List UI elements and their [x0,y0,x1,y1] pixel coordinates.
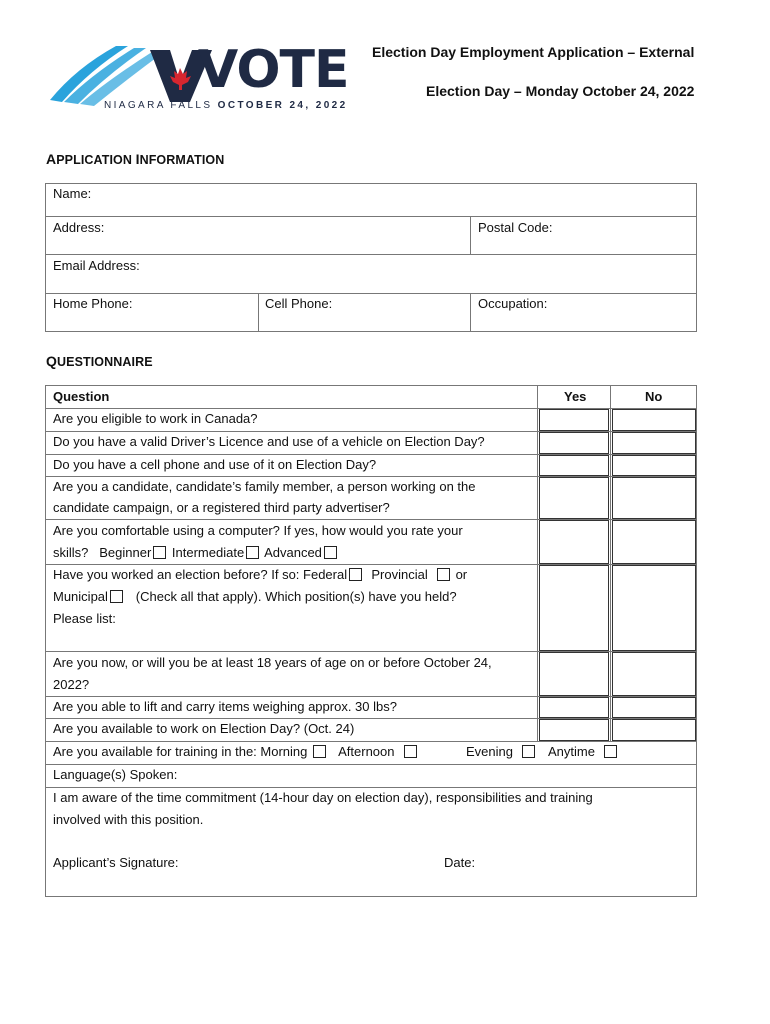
email-field[interactable]: Email Address: [53,258,140,273]
q4-yes-box[interactable] [539,477,609,519]
acknowledgement-line1: I am aware of the time commitment (14-hour day on election day), responsibilities and training [53,790,593,805]
logo-tagline [104,100,348,111]
application-info-heading: APPLICATION INFORMATION [46,151,225,167]
acknowledgement-line2: involved with this position. [53,812,204,827]
name-field[interactable]: Name: [53,186,92,201]
home-phone-field[interactable]: Home Phone: [53,296,133,311]
q7-no-box[interactable] [612,652,696,696]
logo-word: VOTE [198,40,349,100]
advanced-checkbox[interactable] [324,546,337,559]
question-drivers-licence: Do you have a valid Driver’s Licence and use of a vehicle on Election Day? [53,434,485,449]
afternoon-checkbox[interactable] [404,745,417,758]
occupation-field[interactable]: Occupation: [478,296,548,311]
question-eligible: Are you eligible to work in Canada? [53,411,258,426]
question-computer-skills: skills? Beginner Intermediate Advanced [53,545,339,561]
question-lift: Are you able to lift and carry items weighing approx. 30 lbs? [53,699,397,714]
logo-city: NIAGARA FALLS [104,100,213,111]
form-title: Election Day Employment Application – External [372,44,695,60]
q4-no-box[interactable] [612,477,696,519]
question-available: Are you available to work on Election Day? (Oct. 24) [53,721,355,736]
question-election-worked-list[interactable]: Please list: [53,611,116,626]
signature-field[interactable]: Applicant’s Signature: [53,855,179,870]
q1-yes-box[interactable] [539,409,609,431]
q3-yes-box[interactable] [539,455,609,476]
question-column-header: Question [53,389,110,404]
logo-date: OCTOBER 24, 2022 [217,100,348,111]
q6-yes-box[interactable] [539,565,609,651]
q7-yes-box[interactable] [539,652,609,696]
question-candidate-line2: candidate campaign, or a registered third party advertiser? [53,500,390,515]
question-election-worked-line1: Have you worked an election before? If so: Federal Provincial or [53,567,468,582]
training-anytime: Anytime [548,744,619,760]
postal-code-field[interactable]: Postal Code: [478,220,553,235]
q5-yes-box[interactable] [539,520,609,564]
date-field[interactable]: Date: [444,855,476,870]
question-candidate-line1: Are you a candidate, candidate’s family member, a person working on the [53,479,476,494]
training-evening: Evening [466,744,537,760]
questionnaire-heading: QUESTIONNAIRE [46,353,153,369]
q9-no-box[interactable] [612,719,696,741]
address-field[interactable]: Address: [53,220,105,235]
yes-column-header: Yes [564,389,587,404]
q9-yes-box[interactable] [539,719,609,741]
question-election-worked-line2: Municipal (Check all that apply). Which position(s) have you held? [53,589,457,604]
provincial-checkbox[interactable] [437,568,450,581]
question-age-line2: 2022? [53,677,90,692]
no-column-header: No [645,389,663,404]
election-date: Election Day – Monday October 24, 2022 [426,83,695,99]
evening-checkbox[interactable] [522,745,535,758]
q3-no-box[interactable] [612,455,696,476]
federal-checkbox[interactable] [349,568,362,581]
q6-no-box[interactable] [612,565,696,651]
question-cell-phone: Do you have a cell phone and use of it on Election Day? [53,457,377,472]
q1-no-box[interactable] [612,409,696,431]
intermediate-checkbox[interactable] [246,546,259,559]
anytime-checkbox[interactable] [604,745,617,758]
q2-no-box[interactable] [612,432,696,454]
q2-yes-box[interactable] [539,432,609,454]
municipal-checkbox[interactable] [110,590,123,603]
cell-phone-field[interactable]: Cell Phone: [265,296,333,311]
vote-logo [46,38,349,118]
beginner-checkbox[interactable] [153,546,166,559]
languages-field[interactable]: Language(s) Spoken: [53,767,178,782]
morning-checkbox[interactable] [313,745,326,758]
q5-no-box[interactable] [612,520,696,564]
question-age-line1: Are you now, or will you be at least 18 years of age on or before October 24, [53,655,492,670]
q8-yes-box[interactable] [539,697,609,718]
application-info-table [45,183,697,332]
question-computer-line1: Are you comfortable using a computer? If yes, how would you rate your [53,523,463,538]
question-training: Are you available for training in the: Morning Afternoon [53,744,419,760]
q8-no-box[interactable] [612,697,696,718]
